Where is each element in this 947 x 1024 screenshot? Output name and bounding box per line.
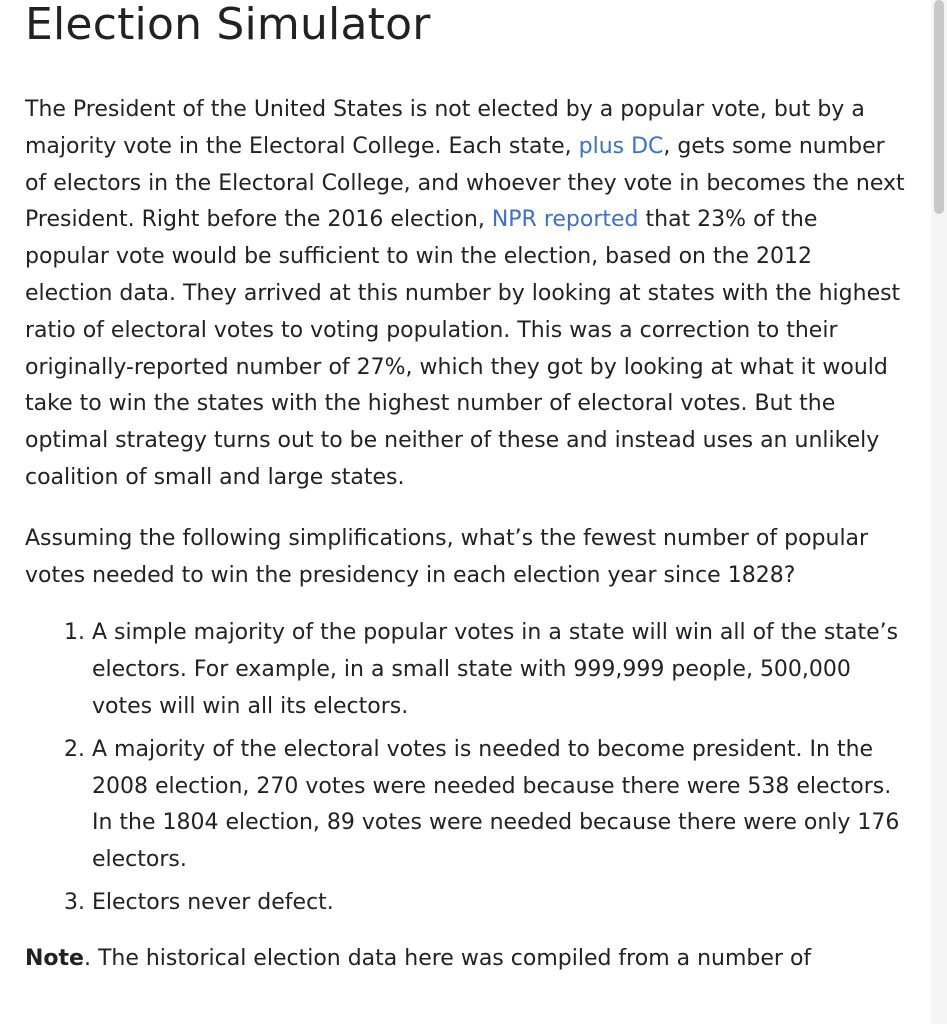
scrollbar-thumb[interactable] xyxy=(934,0,944,214)
intro-text-2: , gets some number of electors in the Electoral College, and whoever they vote in becomes the next President. Right before the 2016 election, xyxy=(25,133,905,233)
list-item: 3. Electors never defect. xyxy=(92,885,905,922)
intro-text-1: The President of the United States is not elected by a popular vote, but by a majority vote in the Electoral College. Each state, xyxy=(25,97,865,159)
intro-text-3: that 23% of the popular vote would be sufficient to win the election, based on the 2012 election data. They arrived at this number by looking at states with the highest ratio of electoral votes to voting population. This was a correction to their originally-reported number of 27%, which they got by looking at what it would take to win the states with the highest number of electoral votes. But the optimal strategy turns out to be neither of these and instead uses an unlikely coalition of small and large states. xyxy=(25,207,901,490)
note-paragraph xyxy=(25,941,905,978)
note-label: Note xyxy=(25,945,84,971)
document-body xyxy=(25,0,905,978)
page-title: Election Simulator xyxy=(25,0,431,50)
intro-paragraph xyxy=(25,92,905,497)
scrollbar[interactable] xyxy=(931,0,947,1024)
list-item: 1. A simple majority of the popular votes in a state will win all of the state’s electors. For example, in a small state with 999,999 people, 500,000 votes will win all its electors. xyxy=(92,615,905,725)
npr-reported-link[interactable]: NPR reported xyxy=(491,207,639,233)
assumptions-list xyxy=(25,615,905,921)
plus-dc-link[interactable]: plus DC xyxy=(578,133,664,159)
note-text: . The historical election data here was compiled from a number of xyxy=(83,945,812,971)
list-item: 2. A majority of the electoral votes is needed to become president. In the 2008 election, 270 votes were needed because there were 538 electors. In the 1804 election, 89 votes were needed because there were only 176 electors. xyxy=(92,732,905,879)
question-paragraph: Assuming the following simplifications, what’s the fewest number of popular votes needed to win the presidency in each election year since 1828? xyxy=(25,525,869,588)
